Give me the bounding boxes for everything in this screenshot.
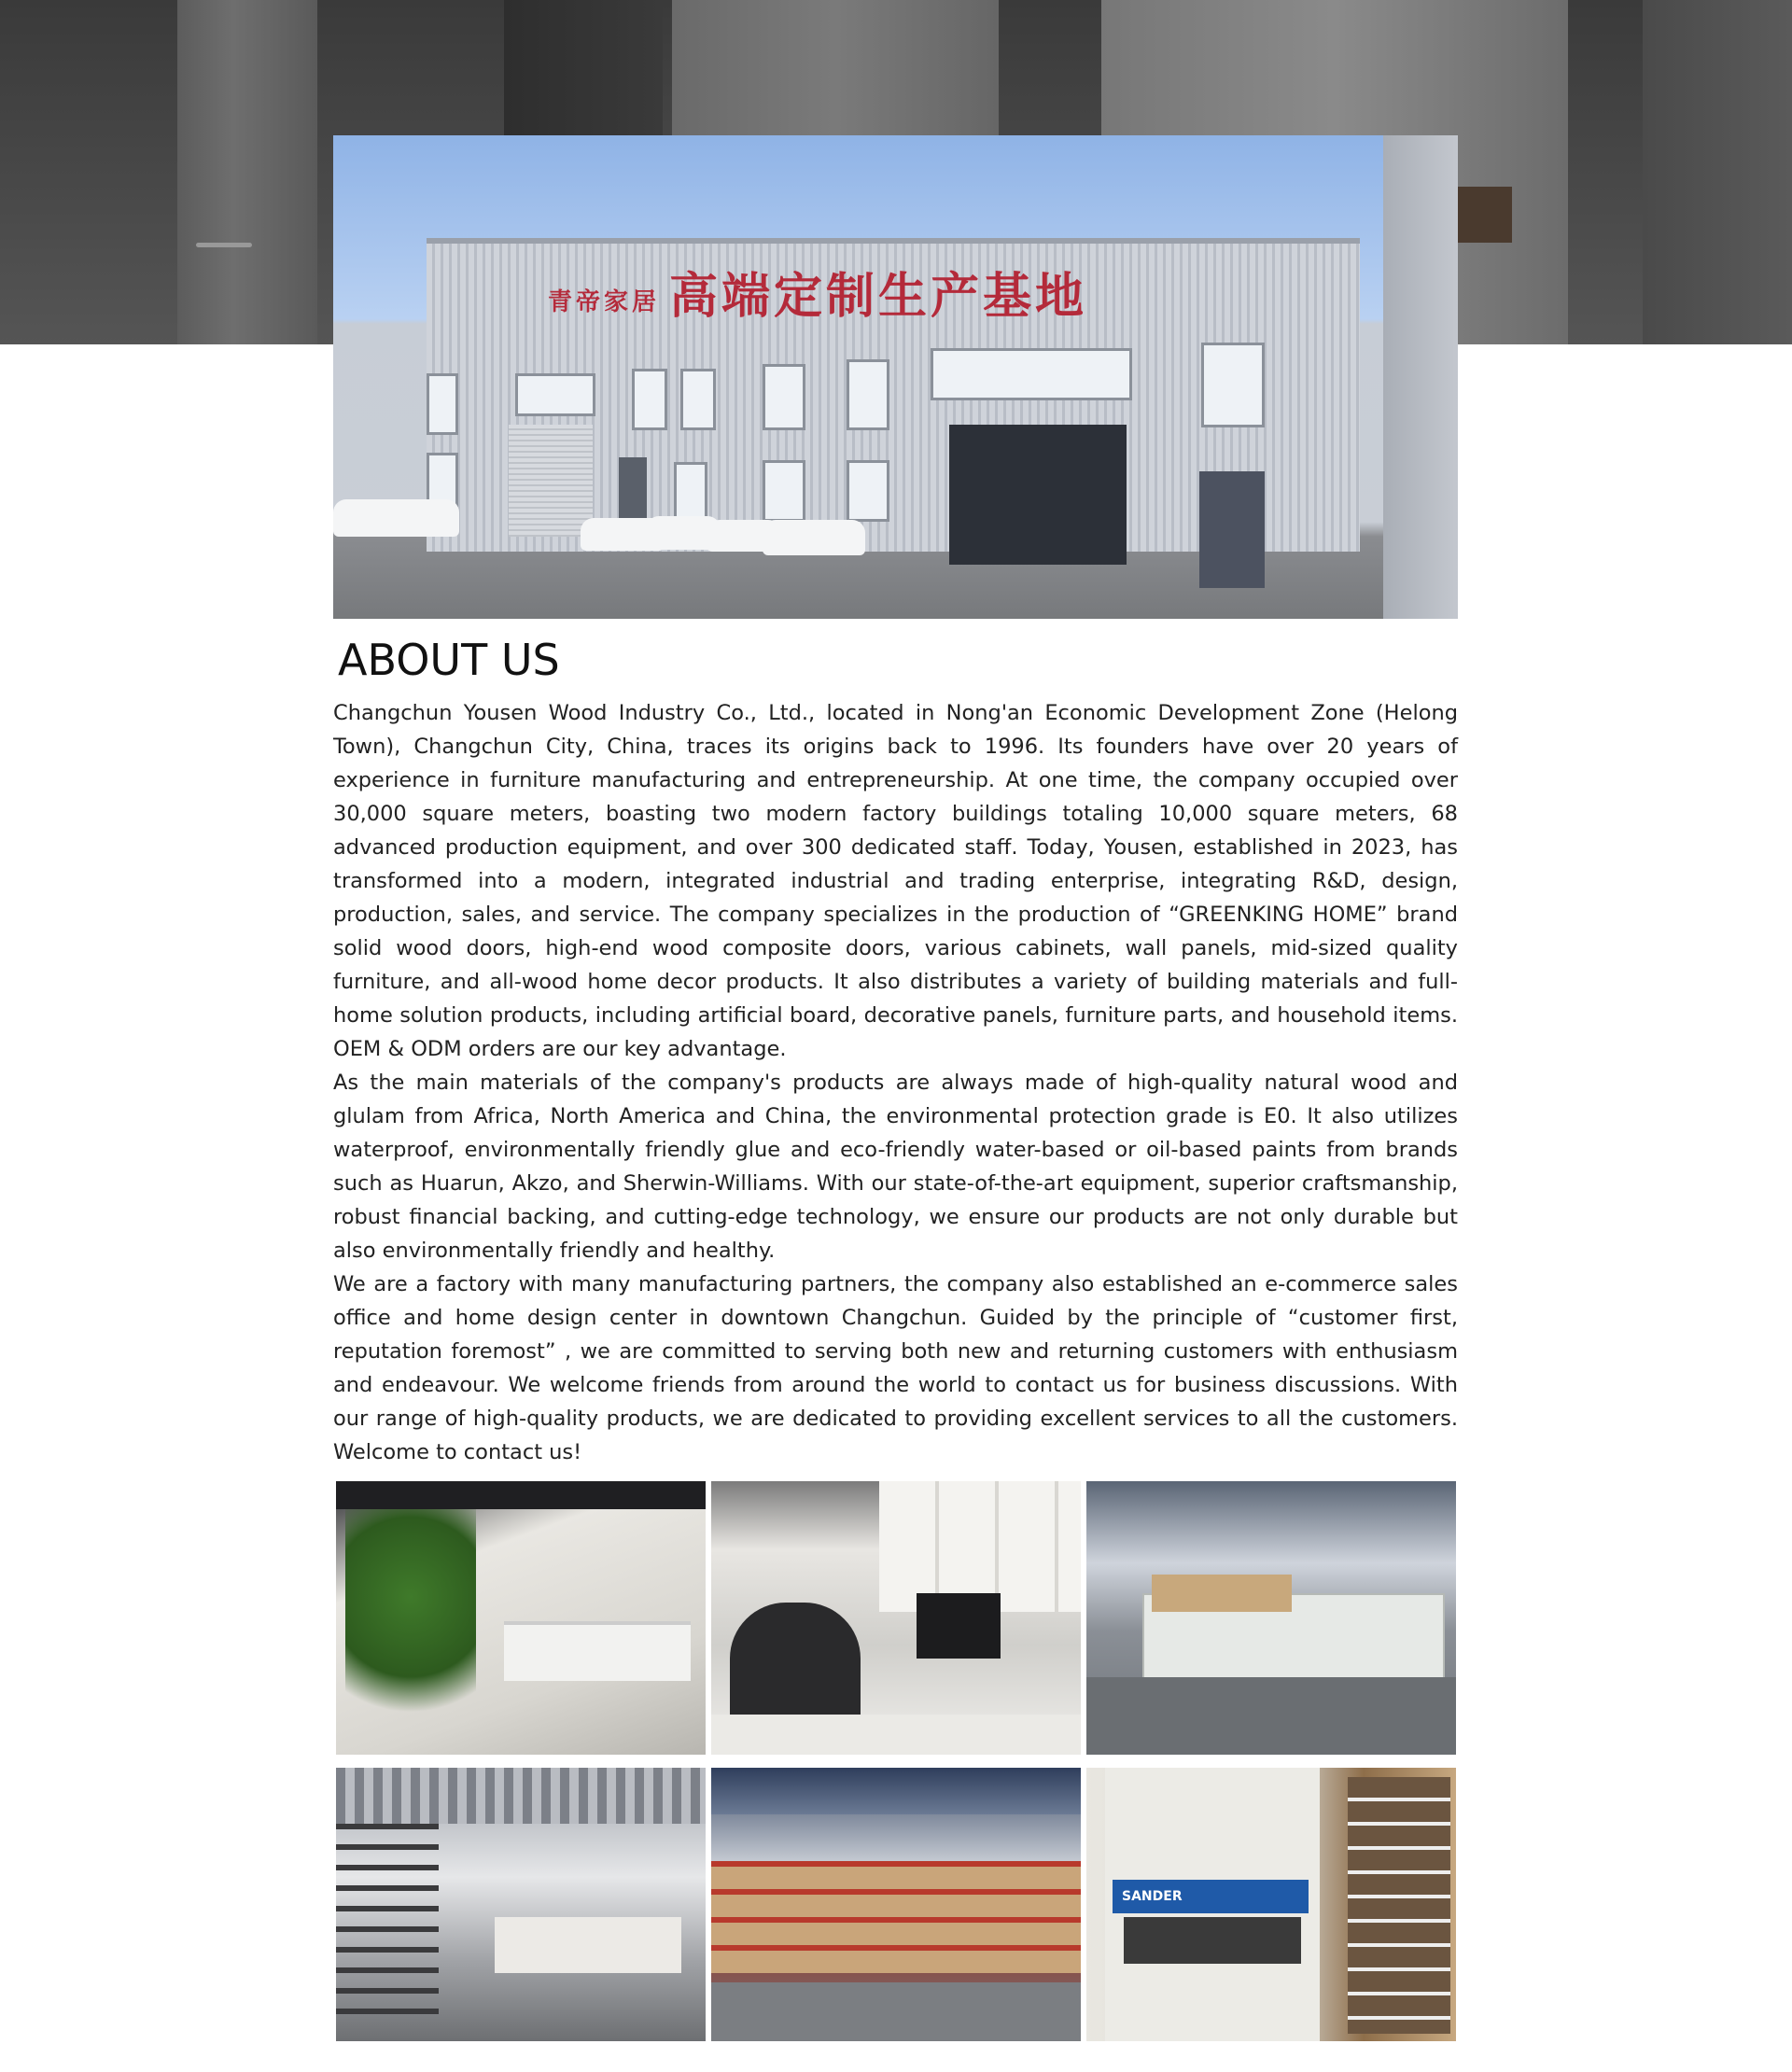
factory-gate [949,425,1127,565]
factory-window [674,462,707,519]
sander-machine-photo [1086,1768,1456,2041]
warehouse-racks-photo [711,1768,1081,2041]
factory-window [515,373,595,416]
wood-board [1152,1575,1292,1612]
workshop-photo [336,1768,706,2041]
monitor [917,1593,1001,1659]
ceiling [336,1481,706,1509]
roller-door [509,425,593,537]
factory-sign-text: 高端定制生产基地 [669,269,1088,325]
reception-desk [504,1621,691,1681]
office-reception-photo [336,1481,706,1755]
about-paragraph: Changchun Yousen Wood Industry Co., Ltd., located in Nong'an Economic Development Zone (Helong Town), Changchun City, China, traces its origins back to 1996. Its founders have over 20 years of experience in furniture manufacturing and entrepreneurship. At one time, the company occupied over 30,000 square meters, boasting two modern factory buildings totaling 10,000 square meters, 68 advanced production equipment, and over 300 dedicated staff. Today, Yousen, established in 2023, has transformed into a modern, integrated industrial and trading enterprise, integrating R&D, design, production, sales, and service. The company specializes in the production of “GREENKING HOME” brand solid wood doors, high-end wood composite doors, various cabinets, wall panels, mid-sized quality furniture, and all-wood home decor products. It also distributes a variety of building materials and full-home solution products, including artificial board, decorative panels, furniture parts, and household items. OEM & ODM orders are our key advantage. [333,701,1458,1061]
door-panel [1643,0,1792,344]
door-panel [177,0,317,344]
desk [711,1715,1081,1755]
plant [345,1500,476,1743]
roof [711,1768,1081,1814]
floor [1086,1677,1456,1755]
shelf [879,1481,1081,1612]
about-paragraph: As the main materials of the company's products are always made of high-quality natural wood and glulam from Africa, North America and China, the environmental protection grade is E0. It also utilizes waterproof, environmentally friendly glue and eco-friendly water-based or oil-based paints from brands such as Huarun, Akzo, and Sherwin-Williams. With our state-of-the-art equipment, superior craftsmanship, robust financial backing, and cutting-edge technology, we ensure our products are not only durable but also environmentally friendly and healthy. [333,1071,1458,1263]
door-handle [196,243,252,247]
factory-brand: 青帝家居 [548,287,661,316]
factory-window [931,348,1132,400]
about-paragraph: We are a factory with many manufacturing partners, the company also established an e-commerce sales office and home design center in downtown Changchun. Guided by the principle of “customer first, reputation foremost” , we are committed to serving both new and returning customers with enthusiasm and endeavour. We welcome friends from around the world to contact us for business discussions. With our range of high-quality products, we are dedicated to providing excellent services to all the customers. Welcome to contact us! [333,1272,1458,1464]
parked-car [333,499,459,537]
factory-door [1199,471,1265,588]
parts-shelf [1348,1777,1450,2034]
sander-feed [1124,1917,1301,1964]
panel-saw-photo [1086,1481,1456,1755]
factory-sign [548,257,1087,327]
work-table [495,1917,681,1973]
factory-window [1201,343,1265,427]
storage-racks [711,1861,1081,1973]
sander-label: SANDER [1113,1880,1309,1913]
roof [336,1768,706,1824]
floor [711,1982,1081,2041]
factory-window [847,359,889,430]
parked-car [763,520,865,555]
factory-building-photo [333,135,1458,619]
factory-window [632,369,667,430]
factory-window [427,373,458,435]
factory-window [680,369,716,430]
about-text [333,696,1458,1469]
factory-window [763,364,805,430]
wood-plank [1456,187,1512,243]
factory-window [763,460,805,522]
adjacent-building [1383,135,1458,619]
office-staff-photo [711,1481,1081,1755]
factory-window [847,460,889,522]
section-title: ABOUT US [338,635,560,685]
drying-rack [336,1824,439,2029]
